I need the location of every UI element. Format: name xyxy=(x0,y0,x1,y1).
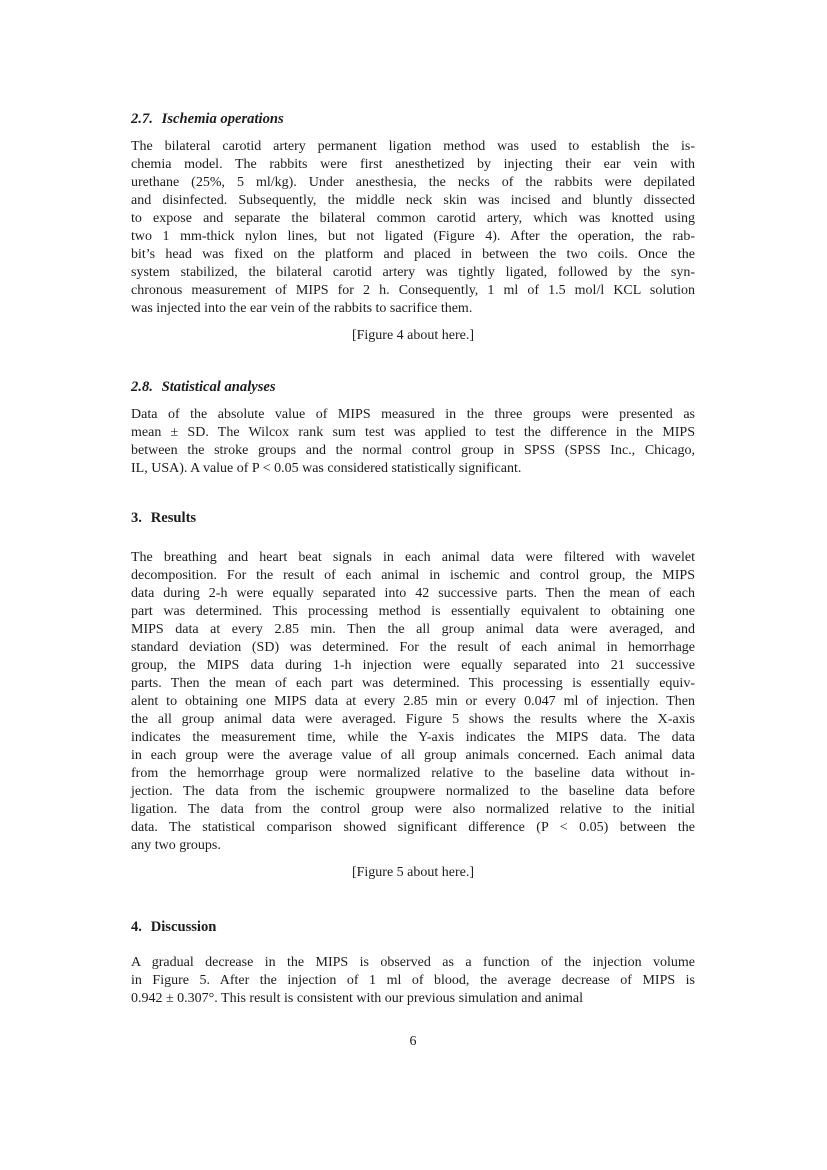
section-heading-discussion xyxy=(131,918,695,936)
paragraph-line: chronous measurement of MIPS for 2 h. Consequently, 1 ml of 1.5 mol/l KCL solution xyxy=(131,283,695,298)
paragraph-line: decomposition. For the result of each animal in ischemic and control group, the MIPS xyxy=(131,568,695,583)
paragraph-line: in Figure 5. After the injection of 1 ml of blood, the average decrease of MIPS is xyxy=(131,973,695,988)
heading-number: 3. xyxy=(131,510,142,526)
paragraph-line: alent to obtaining one MIPS data at every 2.85 min or every 0.047 ml of injection. Then xyxy=(131,694,695,709)
paragraph-line: standard deviation (SD) was determined. For the result of each animal in hemorrhage xyxy=(131,640,695,655)
paragraph-line: in each group were the average value of all group animals concerned. Each animal data xyxy=(131,748,695,763)
paragraph-line: IL, USA). A value of P < 0.05 was considered statistically significant. xyxy=(131,461,522,476)
paragraph-line: between the stroke groups and the normal control group in SPSS (SPSS Inc., Chicago, xyxy=(131,443,695,458)
paragraph-line: parts. Then the mean of each part was determined. This processing is essentially equiv- xyxy=(131,676,695,691)
paragraph-line: urethane (25%, 5 ml/kg). Under anesthesia, the necks of the rabbits were depilated xyxy=(131,175,695,190)
paragraph-statistical-analyses xyxy=(131,406,695,478)
paragraph-line: and disinfected. Subsequently, the middle neck skin was incised and bluntly dissected xyxy=(131,193,695,208)
heading-title: Results xyxy=(150,510,197,526)
paragraph-line: data. The statistical comparison showed significant difference (P < 0.05) between the xyxy=(131,820,695,835)
heading-title: Statistical analyses xyxy=(161,379,276,395)
paragraph-line: ligation. The data from the control group were also normalized relative to the initial xyxy=(131,802,695,817)
paragraph-line: part was determined. This processing method is essentially equivalent to obtaining one xyxy=(131,604,695,619)
paragraph-line: was injected into the ear vein of the rabbits to sacrifice them. xyxy=(131,301,473,316)
paragraph-line: group, the MIPS data during 1-h injection were equally separated into 21 successive xyxy=(131,658,695,673)
paragraph-line: bit’s head was fixed on the platform and placed in between the two coils. Once the xyxy=(131,247,695,262)
paragraph-line: two 1 mm-thick nylon lines, but not ligated (Figure 4). After the operation, the rab- xyxy=(131,229,695,244)
paragraph-line: Data of the absolute value of MIPS measured in the three groups were presented as xyxy=(131,407,695,422)
paragraph-discussion xyxy=(131,954,695,1008)
paragraph-line: The bilateral carotid artery permanent ligation method was used to establish the is- xyxy=(131,139,695,154)
paragraph-line: chemia model. The rabbits were first anesthetized by injecting their ear vein with xyxy=(131,157,695,172)
paragraph-line: The breathing and heart beat signals in each animal data were filtered with wavelet xyxy=(131,550,695,565)
subsection-heading-ischemia-operations xyxy=(131,110,695,128)
page-number: 6 xyxy=(409,1034,417,1049)
paragraph-line: MIPS data at every 2.85 min. Then the all group animal data were averaged, and xyxy=(131,622,695,637)
paragraph-line: system stabilized, the bilateral carotid artery was tightly ligated, followed by the syn- xyxy=(131,265,695,280)
subsection-heading-statistical-analyses xyxy=(131,378,695,396)
paragraph-line: A gradual decrease in the MIPS is observed as a function of the injection volume xyxy=(131,955,695,970)
paragraph-line: any two groups. xyxy=(131,838,221,853)
text-column xyxy=(131,110,695,1008)
paragraph-line: the all group animal data were averaged. Figure 5 shows the results where the X-axis xyxy=(131,712,695,727)
section-heading-results xyxy=(131,509,695,527)
paragraph-ischemia-operations xyxy=(131,138,695,318)
paragraph-line: 0.942 ± 0.307°. This result is consistent with our previous simulation and animal xyxy=(131,991,584,1006)
paragraph-line: mean ± SD. The Wilcox rank sum test was applied to test the difference in the MIPS xyxy=(131,425,695,440)
heading-title: Ischemia operations xyxy=(161,111,284,127)
paragraph-line: data during 2-h were equally separated into 42 successive parts. Then the mean of each xyxy=(131,586,695,601)
paragraph-line: jection. The data from the ischemic groupwere normalized to the baseline data before xyxy=(131,784,695,799)
heading-number: 2.8. xyxy=(131,379,153,395)
heading-title: Discussion xyxy=(150,919,217,935)
heading-number: 2.7. xyxy=(131,111,153,127)
figure-4-placeholder: [Figure 4 about here.] xyxy=(351,328,475,343)
paragraph-line: to expose and separate the bilateral common carotid artery, which was knotted using xyxy=(131,211,695,226)
paragraph-line: indicates the measurement time, while the Y-axis indicates the MIPS data. The data xyxy=(131,730,695,745)
paragraph-results xyxy=(131,549,695,855)
figure-5-placeholder: [Figure 5 about here.] xyxy=(351,865,475,880)
heading-number: 4. xyxy=(131,919,142,935)
paragraph-line: from the hemorrhage group were normalized relative to the baseline data without in- xyxy=(131,766,695,781)
